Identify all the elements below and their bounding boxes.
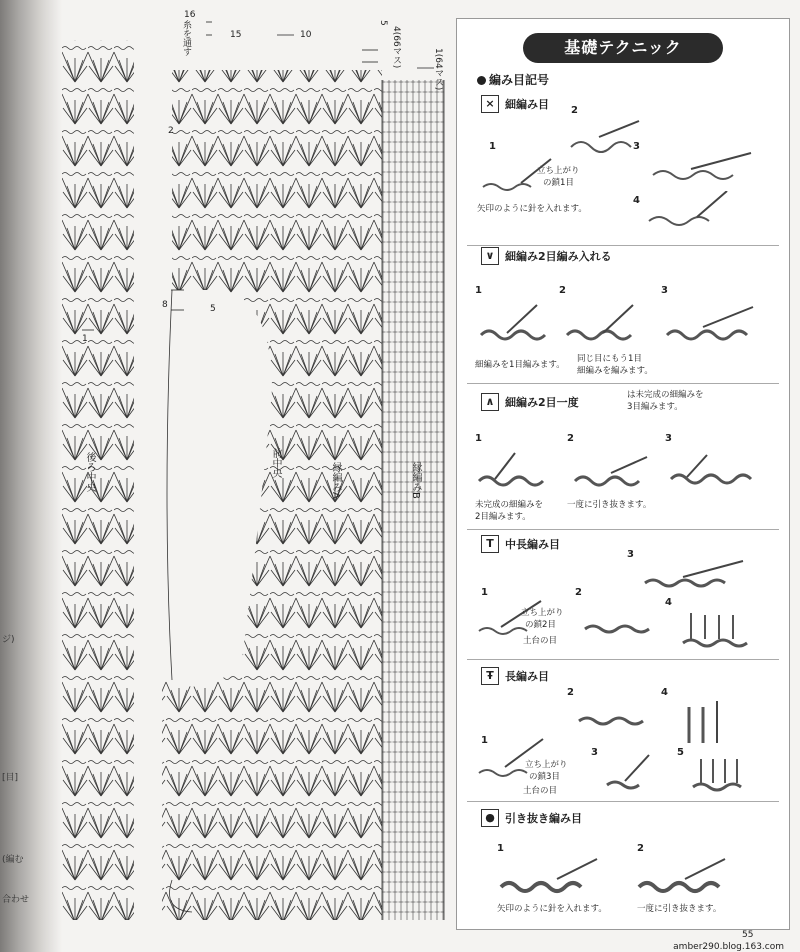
single-crochet-illustration-3 — [651, 147, 761, 187]
caption: 立ち上がり — [521, 608, 564, 618]
step-number: 3 — [627, 549, 634, 560]
step-number: 4 — [665, 597, 672, 608]
note: は未完成の細編みを — [627, 390, 704, 400]
double-crochet-illustration-2 — [577, 699, 667, 729]
step-number: 3 — [661, 285, 668, 296]
note: 3目編みます。 — [627, 402, 683, 412]
caption: 一度に引き抜きます。 — [567, 500, 652, 510]
section-double-crochet — [467, 667, 779, 802]
edging-a-label: 縁編みA — [330, 462, 341, 499]
step-number: 5 — [677, 747, 684, 758]
row-5-label: 5 — [378, 20, 388, 26]
front-center-label: 前中央 — [270, 448, 281, 478]
bullet-icon — [477, 76, 486, 85]
section-title: 引き抜き編み目 — [505, 812, 582, 825]
caption: の鎖2目 — [525, 620, 556, 630]
step-number: 2 — [571, 105, 578, 116]
gutter-text: (編む — [2, 855, 24, 865]
caption: 立ち上がり — [537, 166, 580, 176]
double-crochet-symbol-icon: Ŧ — [481, 667, 499, 685]
row-2-arrow-label: 2 — [168, 126, 174, 136]
section-title: 中長編み目 — [505, 538, 560, 551]
edging-grid — [382, 80, 444, 920]
row-8-arrow-label: 8 — [162, 300, 168, 310]
increase-illustration-2 — [563, 303, 653, 347]
row-5-arrow-label: 5 — [210, 304, 216, 314]
row-10-label: 10 — [300, 30, 312, 40]
section-title: 長編み目 — [505, 670, 549, 683]
half-double-illustration-4 — [681, 609, 761, 649]
double-crochet-illustration-5 — [691, 753, 761, 793]
step-number: 1 — [475, 285, 482, 296]
increase-symbol-icon: ∨ — [481, 247, 499, 265]
section-title: 細編み2目編み入れる — [505, 250, 612, 263]
step-number: 3 — [665, 433, 672, 444]
gutter-text: 合わせ — [2, 895, 30, 905]
caption: 細編みを編みます。 — [577, 366, 653, 376]
slip-stitch-illustration-1 — [497, 855, 607, 899]
step-number: 1 — [481, 587, 488, 598]
caption: の鎖3目 — [529, 772, 560, 782]
step-number: 2 — [575, 587, 582, 598]
half-double-symbol-icon: T — [481, 535, 499, 553]
step-number: 4 — [633, 195, 640, 206]
row-16-label: 16 — [184, 10, 196, 20]
caption: 未完成の細編みを — [475, 500, 544, 510]
section-single-crochet-decrease — [467, 390, 779, 530]
step-number: 2 — [559, 285, 566, 296]
slip-stitch-symbol-icon: ● — [481, 809, 499, 827]
front-upper-stitches — [172, 70, 382, 390]
section-head-label: 編み目記号 — [489, 73, 550, 87]
crochet-chart-drawing — [62, 0, 452, 940]
half-double-illustration-2 — [583, 601, 663, 637]
caption: 2目編みます。 — [475, 512, 531, 522]
caption: の鎖1目 — [543, 178, 574, 188]
watermark: amber290.blog.163.com — [673, 942, 784, 952]
thread-label: 糸を通す — [181, 20, 191, 56]
step-number: 3 — [591, 747, 598, 758]
step-number: 1 — [497, 843, 504, 854]
gutter-text: [目] — [2, 773, 19, 783]
section-single-crochet — [467, 95, 779, 246]
double-crochet-illustration-4 — [679, 697, 759, 747]
caption: 矢印のように針を入れます。 — [497, 904, 607, 914]
panel-title: 基礎テクニック — [523, 33, 723, 63]
decrease-illustration-1 — [475, 449, 565, 493]
basic-technique-panel — [456, 18, 790, 930]
slip-stitch-illustration-2 — [635, 855, 745, 899]
caption: 一度に引き抜きます。 — [637, 904, 722, 914]
decrease-symbol-icon: ∧ — [481, 393, 499, 411]
section-slip-stitch — [467, 809, 779, 919]
row-15-label: 15 — [230, 30, 242, 40]
book-gutter — [0, 0, 62, 952]
step-number: 3 — [633, 141, 640, 152]
single-crochet-illustration-4 — [647, 191, 757, 231]
section-head — [477, 71, 549, 88]
increase-illustration-3 — [663, 303, 763, 347]
caption: 細編みを1目編みます。 — [475, 360, 565, 370]
edging-b-label: 縁編みB — [410, 462, 421, 499]
section-half-double-crochet — [467, 535, 779, 660]
section-single-crochet-increase — [467, 247, 779, 384]
caption: 土台の目 — [523, 786, 558, 796]
gutter-text: ジ) — [2, 635, 15, 645]
step-number: 1 — [481, 735, 488, 746]
caption: 立ち上がり — [525, 760, 568, 770]
row-4-label: 4(66マス) — [391, 26, 401, 69]
step-number: 4 — [661, 687, 668, 698]
caption: 矢印のように針を入れます。 — [477, 204, 587, 214]
decrease-illustration-3 — [667, 451, 767, 491]
double-crochet-illustration-3 — [605, 753, 665, 793]
single-crochet-illustration-2 — [569, 117, 649, 157]
crochet-chart — [62, 0, 452, 940]
row-1-arrow-label: 1 — [82, 334, 88, 344]
step-number: 2 — [637, 843, 644, 854]
step-number: 1 — [475, 433, 482, 444]
half-double-illustration-3 — [643, 559, 753, 589]
page-number: 55 — [742, 930, 754, 940]
step-number: 1 — [489, 141, 496, 152]
caption: 同じ目にもう1目 — [577, 354, 642, 364]
back-center-label: 後ろ中央 — [84, 452, 95, 492]
caption: 土台の目 — [523, 636, 558, 646]
section-title: 細編み目 — [505, 98, 549, 111]
increase-illustration-1 — [477, 303, 557, 347]
step-number: 2 — [567, 433, 574, 444]
single-crochet-symbol-icon: × — [481, 95, 499, 113]
step-number: 2 — [567, 687, 574, 698]
back-piece-stitches — [62, 40, 134, 920]
row-1-label: 1(64マス) — [433, 48, 443, 91]
section-title: 細編み2目一度 — [505, 396, 579, 409]
single-crochet-illustration-1 — [481, 153, 561, 193]
decrease-illustration-2 — [571, 453, 661, 493]
